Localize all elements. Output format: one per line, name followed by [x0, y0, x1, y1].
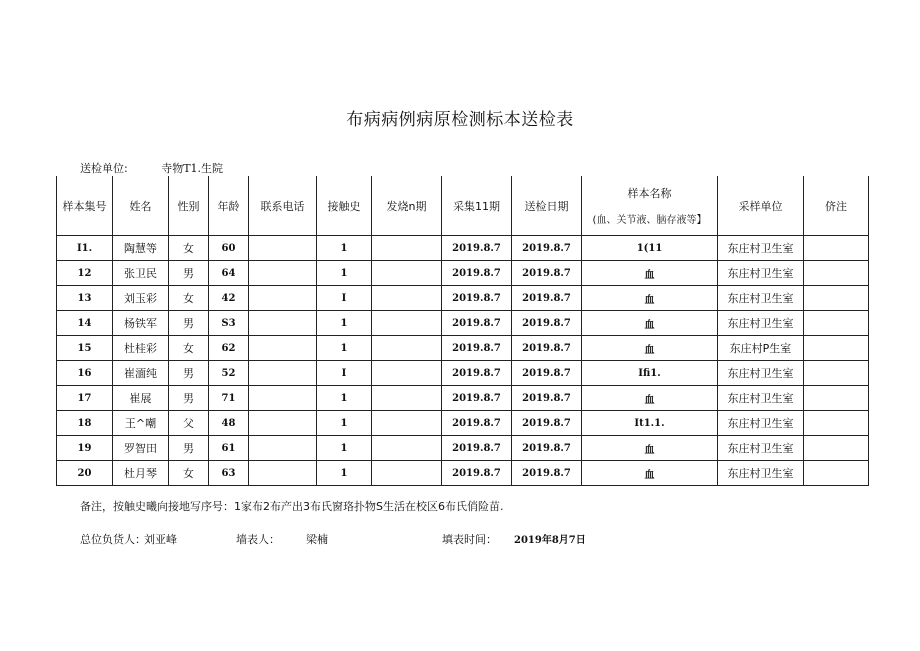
cell-sex: 女	[169, 336, 209, 361]
cell-sex: 男	[169, 311, 209, 336]
cell-sample: 血	[582, 286, 718, 311]
cell-collect: 2019.8.7	[442, 236, 512, 261]
cell-collect: 2019.8.7	[442, 461, 512, 486]
cell-sample: 血	[582, 436, 718, 461]
cell-contact: 1	[317, 336, 372, 361]
cell-id: 20	[57, 461, 113, 486]
cell-collect: 2019.8.7	[442, 311, 512, 336]
header-remark: 侪注	[804, 176, 869, 236]
cell-remark	[804, 386, 869, 411]
cell-id: I1.	[57, 236, 113, 261]
cell-phone	[249, 436, 317, 461]
cell-contact: 1	[317, 411, 372, 436]
cell-sample: 1(11	[582, 236, 718, 261]
cell-name: 杜月琴	[113, 461, 169, 486]
cell-fever	[372, 336, 442, 361]
cell-age: 48	[209, 411, 249, 436]
cell-id: 16	[57, 361, 113, 386]
cell-phone	[249, 286, 317, 311]
table-header-row	[57, 176, 869, 236]
cell-id: 19	[57, 436, 113, 461]
cell-contact: 1	[317, 436, 372, 461]
cell-sex: 女	[169, 236, 209, 261]
cell-remark	[804, 361, 869, 386]
cell-contact: 1	[317, 461, 372, 486]
cell-contact: 1	[317, 386, 372, 411]
fill-time-value: 2019年8月7日	[514, 535, 586, 546]
cell-name: 张卫民	[113, 261, 169, 286]
cell-fever	[372, 461, 442, 486]
cell-phone	[249, 336, 317, 361]
header-contact: 接触史	[317, 176, 372, 236]
cell-id: 15	[57, 336, 113, 361]
header-sampling-unit: 采样单位	[718, 176, 804, 236]
fill-time-label: 填表时间：	[442, 533, 497, 546]
cell-unit: 东庄村P生室	[718, 336, 804, 361]
cell-id: 14	[57, 311, 113, 336]
cell-sex: 男	[169, 436, 209, 461]
responsible-person-label: 总位负货人：	[80, 533, 146, 546]
cell-send: 2019.8.7	[512, 336, 582, 361]
sample-table	[56, 176, 869, 486]
responsible-person-value: 刘亚峰	[144, 533, 177, 546]
cell-sample: 血	[582, 336, 718, 361]
cell-name: 陶慧等	[113, 236, 169, 261]
cell-name: 王^嘲	[113, 411, 169, 436]
header-send-date: 送检日期	[512, 176, 582, 236]
cell-remark	[804, 261, 869, 286]
cell-fever	[372, 311, 442, 336]
cell-fever	[372, 261, 442, 286]
cell-unit: 东庄村卫生室	[718, 411, 804, 436]
table-row	[57, 436, 869, 461]
cell-phone	[249, 411, 317, 436]
cell-fever	[372, 411, 442, 436]
cell-send: 2019.8.7	[512, 411, 582, 436]
cell-collect: 2019.8.7	[442, 361, 512, 386]
table-row	[57, 336, 869, 361]
table-row	[57, 411, 869, 436]
cell-name: 刘玉彩	[113, 286, 169, 311]
cell-remark	[804, 311, 869, 336]
cell-unit: 东庄村卫生室	[718, 461, 804, 486]
cell-name: 杜桂彩	[113, 336, 169, 361]
cell-fever	[372, 286, 442, 311]
table-row	[57, 361, 869, 386]
cell-send: 2019.8.7	[512, 436, 582, 461]
cell-unit: 东庄村卫生室	[718, 236, 804, 261]
cell-age: 42	[209, 286, 249, 311]
sender-unit-value: 寺物T1.生院	[161, 162, 224, 175]
cell-unit: 东庄村卫生室	[718, 286, 804, 311]
cell-age: 71	[209, 386, 249, 411]
cell-phone	[249, 311, 317, 336]
sender-unit-row	[80, 160, 223, 176]
cell-id: 13	[57, 286, 113, 311]
cell-collect: 2019.8.7	[442, 261, 512, 286]
cell-fever	[372, 386, 442, 411]
cell-send: 2019.8.7	[512, 386, 582, 411]
cell-sex: 父	[169, 411, 209, 436]
cell-age: 52	[209, 361, 249, 386]
cell-remark	[804, 236, 869, 261]
cell-phone	[249, 386, 317, 411]
cell-sample: 血	[582, 261, 718, 286]
cell-phone	[249, 461, 317, 486]
cell-unit: 东庄村卫生室	[718, 361, 804, 386]
table-row	[57, 461, 869, 486]
cell-contact: 1	[317, 311, 372, 336]
cell-sample: 血	[582, 386, 718, 411]
cell-phone	[249, 261, 317, 286]
cell-send: 2019.8.7	[512, 261, 582, 286]
cell-unit: 东庄村卫生室	[718, 436, 804, 461]
header-phone: 联系电话	[249, 176, 317, 236]
cell-id: 17	[57, 386, 113, 411]
cell-sample: Ifi1.	[582, 361, 718, 386]
cell-name: 杨铁军	[113, 311, 169, 336]
table-row	[57, 236, 869, 261]
cell-collect: 2019.8.7	[442, 386, 512, 411]
cell-sex: 女	[169, 286, 209, 311]
document-title: 布病病例病原检测标本送检表	[346, 110, 574, 130]
header-fever-date: 发烧n期	[372, 176, 442, 236]
cell-collect: 2019.8.7	[442, 436, 512, 461]
header-sample-name-sub: (血、关节液、脑存液等】	[592, 215, 707, 226]
sender-unit-label: 送检单位:	[80, 162, 128, 175]
cell-name: 罗智田	[113, 436, 169, 461]
cell-sex: 女	[169, 461, 209, 486]
cell-contact: 1	[317, 261, 372, 286]
cell-age: S3	[209, 311, 249, 336]
cell-sample: 血	[582, 311, 718, 336]
table-row	[57, 286, 869, 311]
cell-phone	[249, 361, 317, 386]
table-row	[57, 261, 869, 286]
cell-contact: I	[317, 286, 372, 311]
filler-label: 墙表人：	[236, 533, 280, 546]
cell-sample: It1.1.	[582, 411, 718, 436]
cell-remark	[804, 461, 869, 486]
header-sample-name	[582, 176, 718, 236]
cell-id: 18	[57, 411, 113, 436]
table-row	[57, 311, 869, 336]
table-row	[57, 386, 869, 411]
cell-remark	[804, 436, 869, 461]
cell-sex: 男	[169, 386, 209, 411]
cell-name: 崔展	[113, 386, 169, 411]
cell-id: 12	[57, 261, 113, 286]
cell-unit: 东庄村卫生室	[718, 311, 804, 336]
cell-age: 62	[209, 336, 249, 361]
filler-value: 梁楠	[306, 533, 328, 546]
header-sex: 性别	[169, 176, 209, 236]
cell-sex: 男	[169, 261, 209, 286]
cell-age: 61	[209, 436, 249, 461]
cell-collect: 2019.8.7	[442, 411, 512, 436]
cell-remark	[804, 411, 869, 436]
footer-note: 备注，按触史曦向接地写序号：1家布2布产出3布氏窗珞扑物S生活在校区6布氏俏险苗.	[80, 500, 504, 513]
cell-fever	[372, 361, 442, 386]
cell-fever	[372, 236, 442, 261]
cell-send: 2019.8.7	[512, 236, 582, 261]
cell-send: 2019.8.7	[512, 361, 582, 386]
cell-send: 2019.8.7	[512, 311, 582, 336]
cell-collect: 2019.8.7	[442, 286, 512, 311]
header-name: 姓名	[113, 176, 169, 236]
header-sample-name-label: 样本名称	[627, 187, 672, 200]
cell-name: 崔湎纯	[113, 361, 169, 386]
cell-age: 60	[209, 236, 249, 261]
header-collect-date: 采集11期	[442, 176, 512, 236]
cell-unit: 东庄村卫生室	[718, 261, 804, 286]
header-sample-no: 样本集号	[57, 176, 113, 236]
cell-remark	[804, 286, 869, 311]
cell-fever	[372, 436, 442, 461]
cell-sample: 血	[582, 461, 718, 486]
cell-send: 2019.8.7	[512, 461, 582, 486]
cell-age: 63	[209, 461, 249, 486]
cell-unit: 东庄村卫生室	[718, 386, 804, 411]
cell-collect: 2019.8.7	[442, 336, 512, 361]
header-age: 年龄	[209, 176, 249, 236]
cell-send: 2019.8.7	[512, 286, 582, 311]
cell-contact: I	[317, 361, 372, 386]
cell-contact: 1	[317, 236, 372, 261]
cell-sex: 男	[169, 361, 209, 386]
cell-remark	[804, 336, 869, 361]
cell-phone	[249, 236, 317, 261]
cell-age: 64	[209, 261, 249, 286]
